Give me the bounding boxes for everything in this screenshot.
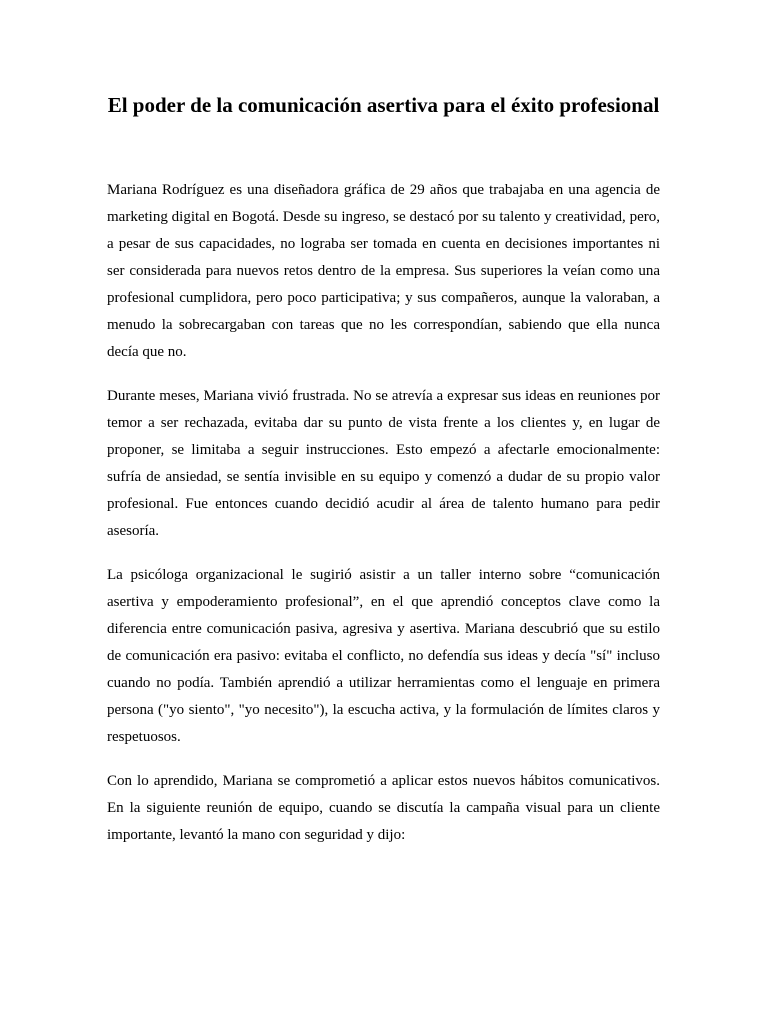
document-body — [107, 177, 660, 849]
paragraph-3: La psicóloga organizacional le sugirió asistir a un taller interno sobre “comunicación asertiva y empoderamiento profesional”, en el que aprendió conceptos clave como la diferencia entre comunicación pasiva, agresiva y asertiva. Mariana descubrió que su estilo de comunicación era pasivo: evitaba el conflicto, no defendía sus ideas y decía "sí" incluso cuando no podía. También aprendió a utilizar herramientas como el lenguaje en primera persona ("yo siento", "yo necesito"), la escucha activa, y la formulación de límites claros y respetuosos. — [107, 567, 660, 745]
paragraph-2: Durante meses, Mariana vivió frustrada. No se atrevía a expresar sus ideas en reuniones por temor a ser rechazada, evitaba dar su punto de vista frente a los clientes y, en lugar de proponer, se limitaba a seguir instrucciones. Esto empezó a afectarle emocionalmente: sufría de ansiedad, se sentía invisible en su equipo y comenzó a dudar de su propio valor profesional. Fue entonces cuando decidió acudir al área de talento humano para pedir asesoría. — [107, 388, 660, 539]
paragraph-4: Con lo aprendido, Mariana se comprometió a aplicar estos nuevos hábitos comunicativos. En la siguiente reunión de equipo, cuando se discutía la campaña visual para un cliente importante, levantó la mano con seguridad y dijo: — [107, 773, 660, 843]
document-title: El poder de la comunicación asertiva para el éxito profesional — [107, 93, 660, 117]
paragraph-1: Mariana Rodríguez es una diseñadora gráfica de 29 años que trabajaba en una agencia de marketing digital en Bogotá. Desde su ingreso, se destacó por su talento y creatividad, pero, a pesar de sus capacidades, no lograba ser tomada en cuenta en decisiones importantes ni ser considerada para nuevos retos dentro de la empresa. Sus superiores la veían como una profesional cumplidora, pero poco participativa; y sus compañeros, aunque la valoraban, a menudo la sobrecargaban con tareas que no les correspondían, sabiendo que ella nunca decía que no. — [107, 182, 660, 360]
